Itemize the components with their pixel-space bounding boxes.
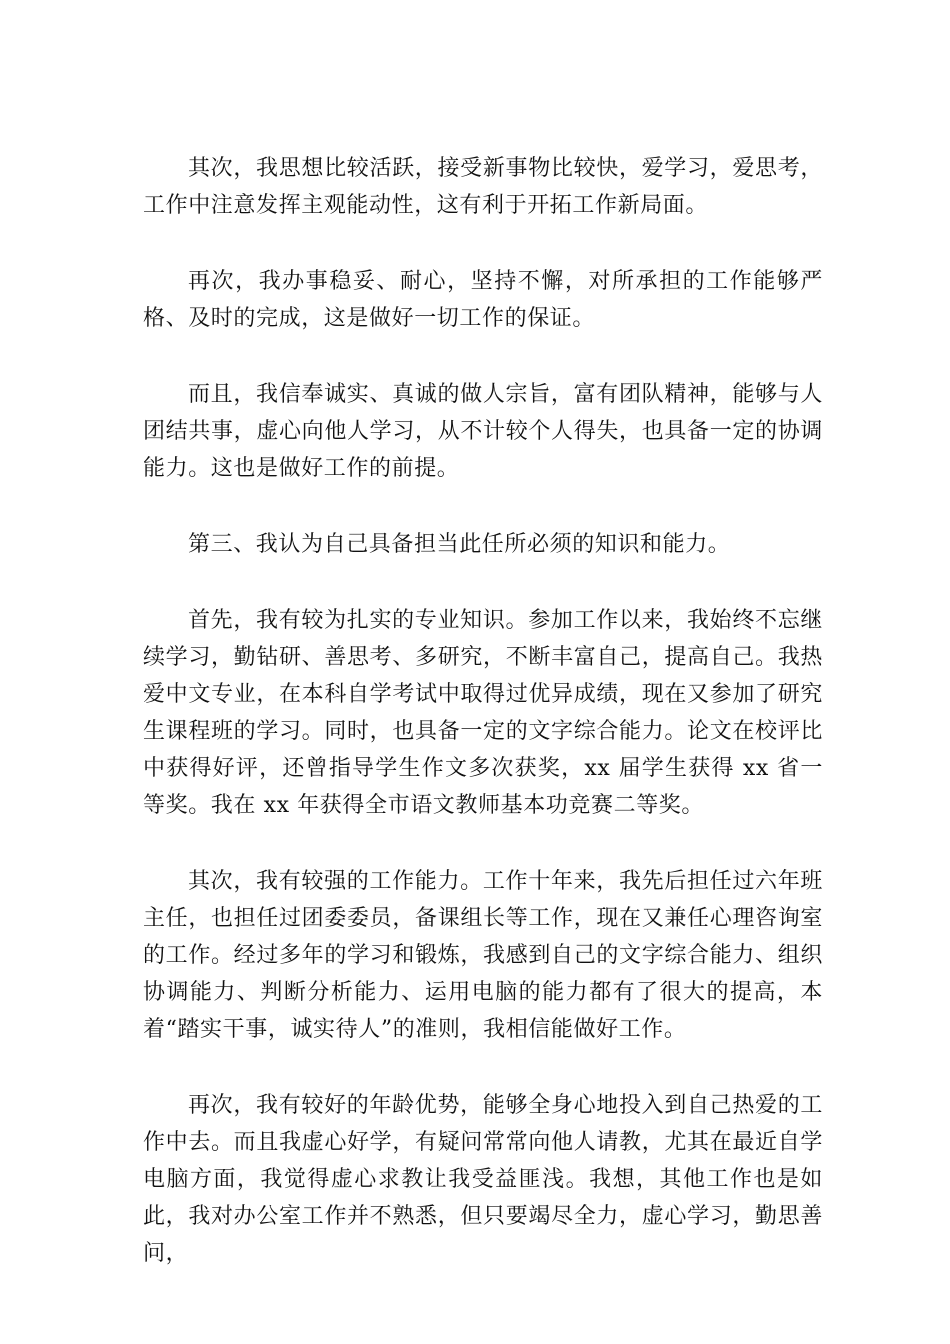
paragraph-6: 其次，我有较强的工作能力。工作十年来，我先后担任过六年班主任，也担任过团委委员，备课组长等工作，现在又兼任心理咨询室的工作。经过多年的学习和锻炼，我感到自己的文字综合能力、组织协调能力、判断分析能力、运用电脑的能力都有了很大的提高，本着“踏实干事，诚实待人”的准则，我相信能做好工作。 [143, 869, 823, 1042]
paragraph-5: 首先，我有较为扎实的专业知识。参加工作以来，我始终不忘继续学习，勤钻研、善思考、多研究，不断丰富自己，提高自己。我热爱中文专业，在本科自学考试中取得过优异成绩，现在又参加了研究生课程班的学习。同时，也具备一定的文字综合能力。论文在校评比中获得好评，还曾指导学生作文多次获奖，xx 届学生获得 xx 省一等奖。我在 xx 年获得全市语文教师基本功竞赛二等奖。 [143, 608, 823, 818]
paragraph-3: 而且，我信奉诚实、真诚的做人宗旨，富有团队精神，能够与人团结共事，虚心向他人学习，从不计较个人得失，也具备一定的协调能力。这也是做好工作的前提。 [143, 382, 823, 481]
paragraph-1: 其次，我思想比较活跃，接受新事物比较快，爱学习，爱思考，工作中注意发挥主观能动性，这有利于开拓工作新局面。 [143, 156, 823, 218]
paragraph-7: 再次，我有较好的年龄优势，能够全身心地投入到自己热爱的工作中去。而且我虚心好学，有疑问常常向他人请教，尤其在最近自学电脑方面，我觉得虚心求教让我受益匪浅。我想，其他工作也是如此，我对办公室工作并不熟悉，但只要竭尽全力，虚心学习，勤思善问， [143, 1093, 823, 1266]
paragraph-4: 第三、我认为自己具备担当此任所必须的知识和能力。 [188, 532, 731, 557]
document-body [143, 150, 823, 1272]
paragraph-2: 再次，我办事稳妥、耐心，坚持不懈，对所承担的工作能够严格、及时的完成，这是做好一切工作的保证。 [143, 269, 823, 331]
